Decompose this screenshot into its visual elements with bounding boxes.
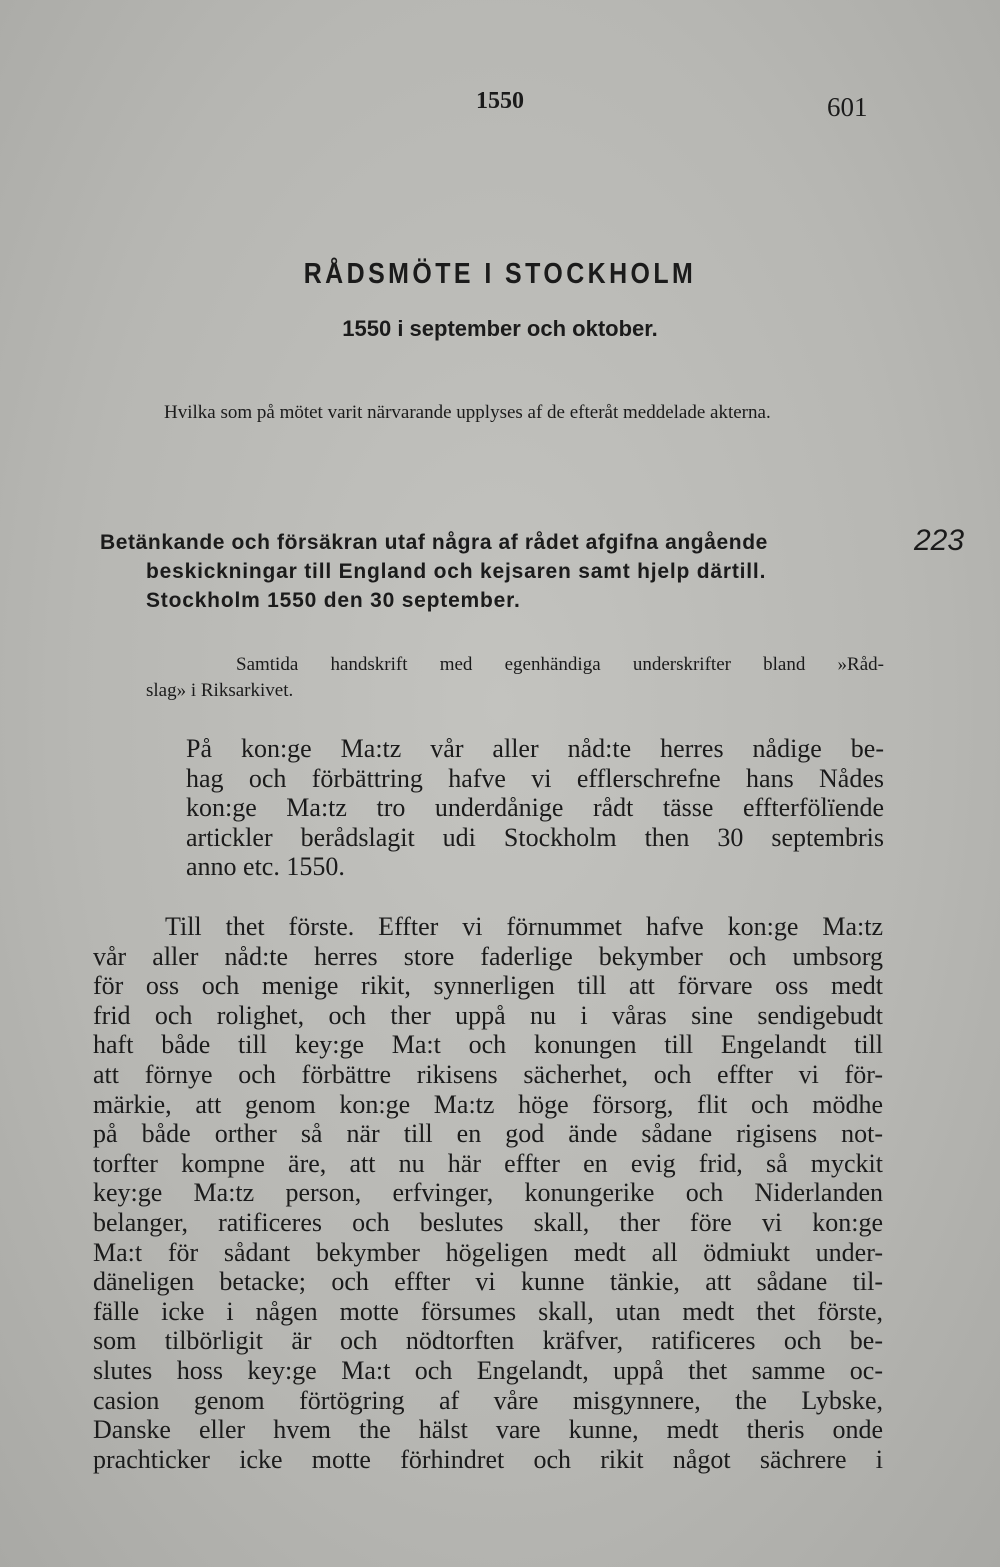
heading-line: Stockholm 1550 den 30 september. [146,589,521,612]
heading-line: Betänkande och försäkran utaf några af rådet afgifna angående [100,531,768,554]
text-line: artickler berådslagit udi Stockholm then 30 septembris [186,822,884,852]
page-number: 601 [827,92,868,122]
text-line: Danske eller hvem the hälst vare kunne, medt theris onde [93,1415,883,1445]
heading-line: beskickningar till England och kejsaren samt hjelp därtill. [146,560,767,583]
text-line: däneligen betacke; och effter vi kunne tänkie, att sådane til- [93,1267,883,1297]
text-line: prachticker icke motte förhindret och rikit något sächrere i [93,1444,883,1474]
text-line: kon:ge Ma:tz tro underdånige rådt tässe effterfölïende [186,793,884,823]
text-line: på både orther så när till en god ände sådane rigisens not- [93,1119,883,1149]
source-line: Samtida handskrift med egenhändiga underskrifter bland »Råd- [236,654,884,675]
address-paragraph [186,734,884,882]
text-line: haft både till key:ge Ma:t och konungen till Engelandt till [93,1030,883,1060]
text-line: vår aller nåd:te herres store faderlige bekymber och umbsorg [93,941,883,971]
text-line: för oss och menige rikit, synnerligen till att förvare oss medt [93,971,883,1001]
text-line: key:ge Ma:tz person, erfvinger, konungerike och Niderlanden [93,1178,883,1208]
chapter-title: RÅDSMÖTE I STOCKHOLM [303,258,697,290]
source-line: slag» i Riksarkivet. [146,680,294,701]
body-paragraph [93,912,883,1474]
document-number: 223 [914,524,965,557]
text-line: märkie, att genom kon:ge Ma:tz höge försorg, flit och mödhe [93,1089,883,1119]
text-line: belanger, ratificeres och beslutes skall, ther före vi kon:ge [93,1207,883,1237]
text-line: Till thet förste. Effter vi förnummet hafve kon:ge Ma:tz [165,912,883,941]
text-line: slutes hoss key:ge Ma:t och Engelandt, uppå thet samme oc- [93,1355,883,1385]
text-line: casion genom förtögring af våre misgynnere, the Lybske, [93,1385,883,1415]
text-line: som tilbörligit är och nödtorften kräfver, ratificeres och be- [93,1326,883,1356]
text-line: torfter kompne äre, att nu här effter en evig frid, så myckit [93,1148,883,1178]
text-line: På kon:ge Ma:tz vår aller nåd:te herres nådige be- [186,734,884,763]
running-header-year: 1550 [476,88,524,114]
text-line: hag och förbättring hafve vi efflerschrefne hans Nådes [186,763,884,793]
source-note [146,652,884,704]
text-line: att förnye och förbättre rikisens sächerhet, och effter vi för- [93,1059,883,1089]
chapter-subtitle: 1550 i september och oktober. [342,316,658,341]
intro-note: Hvilka som på mötet varit närvarande upplyses af de efteråt meddelade akterna. [164,402,771,423]
text-line: Ma:t för sådant bekymber högeligen medt all ödmiukt under- [93,1237,883,1267]
text-line: frid och rolighet, och ther uppå nu i våras sine sendigebudt [93,1000,883,1030]
text-line: anno etc. 1550. [186,852,345,882]
document-heading [100,528,884,615]
text-line: fälle icke i någen motte försumes skall, utan medt thet förste, [93,1296,883,1326]
